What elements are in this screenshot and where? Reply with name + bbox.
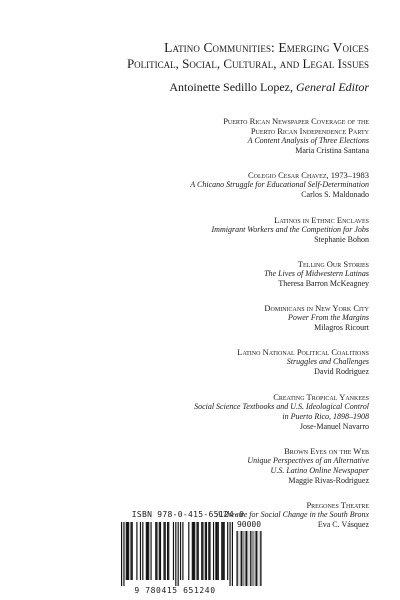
barcode-bar bbox=[213, 522, 214, 580]
ean-barcode-bars bbox=[121, 522, 233, 586]
book-author: Carlos S. Maldonado bbox=[301, 190, 369, 200]
addon-bar bbox=[254, 531, 255, 586]
barcode-bar bbox=[128, 522, 129, 580]
book-title: Latinos in Ethnic Enclaves bbox=[274, 214, 369, 225]
addon-bar bbox=[261, 531, 262, 586]
addon-bar bbox=[246, 531, 247, 586]
barcode-bar bbox=[216, 522, 217, 580]
barcode-bar bbox=[196, 522, 197, 580]
addon-bar bbox=[244, 531, 245, 586]
book-author: Eva C. Vásquez bbox=[317, 520, 369, 530]
book-author: Theresa Barron McKeagney bbox=[278, 278, 369, 288]
price-code: 90000 bbox=[236, 520, 262, 529]
addon-bar bbox=[251, 531, 252, 586]
barcode-bar bbox=[148, 522, 149, 580]
isbn-label: ISBN 978-0-415-65124-0 bbox=[131, 510, 245, 519]
barcode-bar bbox=[182, 522, 183, 580]
book-subtitle: A Chicano Struggle for Educational Self-Determination bbox=[190, 180, 369, 190]
book-entry bbox=[0, 215, 369, 245]
barcode-bar bbox=[147, 522, 148, 580]
barcode-bar bbox=[206, 522, 207, 580]
barcode-bar bbox=[222, 522, 223, 580]
book-subtitle: Power From the Margins bbox=[288, 313, 369, 323]
barcode-bar bbox=[209, 522, 210, 580]
addon-bar bbox=[255, 531, 256, 586]
barcode-bar bbox=[221, 522, 222, 580]
book-subtitle: Struggles and Challenges bbox=[286, 357, 369, 367]
barcode-bar bbox=[165, 522, 166, 580]
book-title: Puerto Rican Newspaper Coverage of the bbox=[223, 116, 369, 126]
barcode bbox=[113, 510, 263, 596]
addon-bar bbox=[245, 531, 246, 586]
book-subtitle: Social Science Textbooks and U.S. Ideological Control bbox=[194, 401, 369, 411]
book-title: Latino National Political Coalitions bbox=[237, 347, 369, 358]
ean-digits: 9 780415 651240 bbox=[134, 586, 216, 595]
barcode-bar bbox=[126, 522, 127, 580]
barcode-bar bbox=[168, 522, 169, 580]
book-entry bbox=[0, 347, 369, 377]
barcode-bar bbox=[132, 522, 133, 580]
barcode-bar bbox=[150, 522, 151, 580]
barcode-bar bbox=[130, 522, 131, 580]
barcode-bar bbox=[215, 522, 216, 580]
barcode-bar bbox=[173, 522, 174, 580]
barcode-bar bbox=[136, 522, 137, 580]
book-entry bbox=[0, 116, 369, 156]
book-title: Pregones Theatre bbox=[306, 500, 369, 511]
addon-bar bbox=[260, 531, 261, 586]
barcode-bar bbox=[232, 522, 233, 586]
series-header bbox=[0, 40, 369, 94]
barcode-bar bbox=[159, 522, 160, 580]
barcode-bar bbox=[163, 522, 164, 580]
barcode-bar bbox=[205, 522, 206, 580]
series-title: Latino Communities: Emerging Voices bbox=[164, 40, 369, 55]
addon-barcode-bars bbox=[236, 531, 262, 586]
addon-bar bbox=[260, 531, 261, 586]
book-entry bbox=[0, 170, 369, 200]
editor-name: Antoinette Sedillo Lopez, bbox=[169, 80, 293, 94]
book-entry bbox=[0, 259, 369, 289]
general-editor bbox=[0, 80, 369, 94]
book-title: Puerto Rican Independence Party bbox=[250, 126, 369, 136]
book-subtitle: A Theatre for Social Change in the South Bronx bbox=[215, 510, 369, 520]
book-subtitle: U.S. Latino Online Newspaper bbox=[270, 466, 369, 476]
addon-bar bbox=[253, 531, 254, 586]
barcode-bar bbox=[175, 522, 176, 586]
barcode-bar bbox=[180, 522, 181, 580]
book-subtitle: The Lives of Midwestern Latinas bbox=[264, 268, 369, 278]
book-title: Colegio Cesar Chavez, 1973–1983 bbox=[248, 170, 369, 181]
barcode-bar bbox=[142, 522, 143, 580]
addon-bar bbox=[247, 531, 248, 586]
addon-bar bbox=[238, 531, 239, 586]
barcode-bar bbox=[140, 522, 141, 580]
addon-bar bbox=[250, 531, 251, 586]
book-subtitle: in Puerto Rico, 1898–1908 bbox=[282, 411, 369, 421]
addon-bar bbox=[240, 531, 241, 586]
barcode-bar bbox=[123, 522, 124, 586]
barcode-bar bbox=[202, 522, 203, 580]
addon-bar bbox=[258, 531, 259, 586]
book-entry bbox=[0, 303, 369, 333]
book-author: David Rodriguez bbox=[314, 367, 369, 377]
book-entry bbox=[0, 446, 369, 486]
barcode-bar bbox=[188, 522, 189, 580]
barcode-bar bbox=[224, 522, 225, 580]
addon-bar bbox=[242, 531, 243, 586]
barcode-bar bbox=[198, 522, 199, 580]
book-title: Telling Our Stories bbox=[297, 258, 369, 269]
book-subtitle: A Content Analysis of Three Elections bbox=[247, 136, 369, 145]
barcode-bar bbox=[146, 522, 147, 580]
editor-role: General Editor bbox=[296, 80, 369, 94]
barcode-bar bbox=[218, 522, 219, 580]
book-list bbox=[0, 116, 369, 545]
book-entry bbox=[0, 392, 369, 432]
barcode-bar bbox=[156, 522, 157, 580]
barcode-bar bbox=[192, 522, 193, 580]
addon-bar bbox=[256, 531, 257, 586]
barcode-bar bbox=[201, 522, 202, 580]
barcode-bar bbox=[227, 522, 228, 580]
book-title: Creating Tropical Yankees bbox=[273, 391, 369, 402]
barcode-bar bbox=[178, 522, 179, 586]
book-author: Stephanie Bohon bbox=[314, 234, 369, 244]
addon-bar bbox=[241, 531, 242, 586]
book-subtitle: Immigrant Workers and the Competition for Jobs bbox=[211, 224, 369, 234]
addon-bar bbox=[256, 531, 257, 586]
barcode-bar bbox=[127, 522, 128, 580]
barcode-bar bbox=[155, 522, 156, 580]
barcode-bar bbox=[121, 522, 122, 586]
book-author: Jose-Manuel Navarro bbox=[299, 421, 369, 431]
addon-bar bbox=[236, 531, 237, 586]
barcode-bar bbox=[194, 522, 195, 580]
barcode-bar bbox=[167, 522, 168, 580]
book-subtitle: Unique Perspectives of an Alternative bbox=[247, 456, 369, 466]
book-title: Dominicans in New York City bbox=[264, 303, 369, 314]
addon-bar bbox=[248, 531, 249, 586]
barcode-bar bbox=[193, 522, 194, 580]
addon-bar bbox=[243, 531, 244, 586]
book-author: Maggie Rivas-Rodriguez bbox=[288, 476, 369, 486]
series-subtitle: Political, Social, Cultural, and Legal Issues bbox=[126, 56, 369, 71]
book-title: Brown Eyes on the Web bbox=[284, 446, 369, 457]
barcode-bar bbox=[208, 522, 209, 580]
addon-bar bbox=[250, 531, 251, 586]
addon-bar bbox=[237, 531, 238, 586]
barcode-bar bbox=[229, 522, 230, 586]
book-author: Maria Cristina Santana bbox=[295, 146, 369, 155]
barcode-bar bbox=[160, 522, 161, 580]
book-author: Milagros Ricourt bbox=[314, 323, 369, 333]
